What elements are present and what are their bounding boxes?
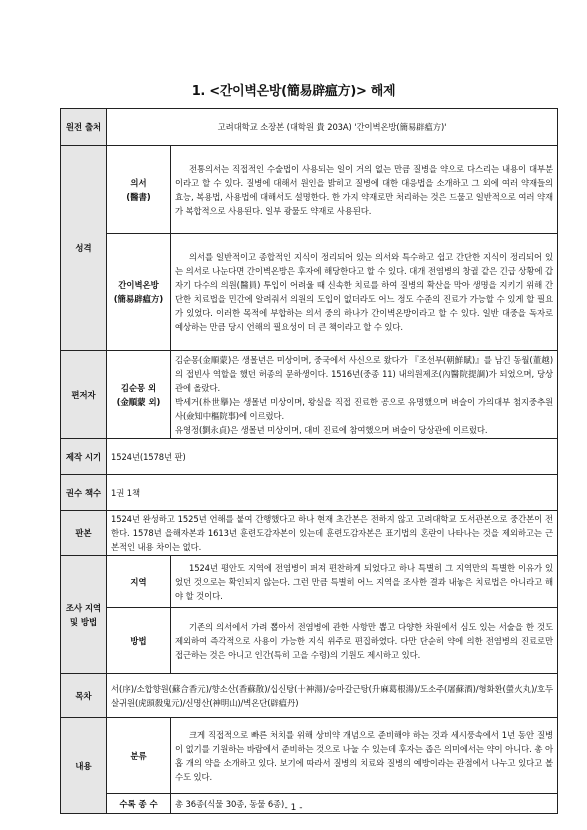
classification-paragraph: 크게 직접적으로 빠른 처치를 위해 상비약 개념으로 준비해야 하는 것과 세시풍속에서 1년 동안 질병이 없기를 기원하는 바람에서 준비하는 것으로 나눌 수 있는데 후자는 좁은 의미에서는 약이 아니다. 총 아홉 개의 약을 소개하고 있다. 보기에 따라서 질병의 치료와 질병의 예방이라는 관점에서 나누고 있다고 볼 수도 있다. (175, 729, 553, 782)
edition-label: 판본 (61, 511, 107, 556)
region-text (171, 556, 558, 608)
region-paragraph: 1524년 평안도 지역에 전염병이 퍼져 편찬하게 되었다고 하나 특별히 그 지역만의 특별한 이유가 있었던 것으로는 확인되지 않는다. 그런 만큼 특별히 어느 지역을 조사한 결과 내놓은 치료법은 아니라고 해야 할 것이다. (175, 562, 553, 601)
method-text (171, 608, 558, 674)
author-yu-yeongjeong: 유영정(劉永貞)은 생몰년 미상이며, 대비 진료에 참여했으며 벼슬이 당상관에 이르렀다. (175, 424, 488, 435)
volumes-label: 권수 책수 (61, 475, 107, 511)
count-value: 총 36종(식물 30종, 동물 6종) (171, 794, 558, 814)
row-character-book (61, 234, 558, 351)
origin-label: 원전 출처 (61, 109, 107, 146)
summary-table (60, 108, 558, 814)
classification-text (171, 718, 558, 794)
authors-name-hanja: (金順蒙 외) (116, 396, 161, 407)
authors-text (171, 351, 558, 439)
row-origin (61, 109, 558, 146)
toc-label: 목차 (61, 674, 107, 718)
row-contents-classification (61, 718, 558, 794)
origin-value: 고려대학교 소장본 (대학원 貴 203A) '간이벽온방(簡易辟瘟方)' (107, 109, 558, 146)
count-label: 수록 종 수 (107, 794, 171, 814)
book-label-hanja: (簡易辟瘟方) (113, 294, 164, 304)
authors-name (107, 351, 171, 439)
authors-label: 편저자 (61, 351, 107, 439)
row-authors (61, 351, 558, 439)
book-paragraph: 의서를 일반적이고 종합적인 지식이 정리되어 있는 의서와 특수하고 쉽고 간단한 지식이 정리되어 있는 의서로 나눈다면 간이벽온방은 후자에 해당한다고 할 수 있다. 대개 전염병의 창궐 같은 긴급 상황에 갑자기 다수의 의원(醫員) 투입이 어려울 때 신속한 치료를 하여 질병의 확산을 막아 생명을 지키기 위해 간단한 치료법을 민간에 알려줘서 의원의 도입이 없더라도 어느 정도 수준의 진료가 가능할 수 있게 할 필요가 있었다. 이러한 목적에 부합하는 의서 중의 하나가 간이벽온방이라고 할 수 있다. 일반 대중을 독자로 예상하는 만큼 당시 언해의 필요성이 더 큰 책이라고 할 수 있다. (175, 252, 553, 332)
character-label: 성격 (61, 146, 107, 351)
contents-label: 내용 (61, 718, 107, 814)
book-text (171, 234, 558, 351)
book-label-ko: 간이벽온방 (118, 280, 159, 290)
page-title: 1. <간이벽온방(簡易辟瘟方)> 해제 (191, 84, 396, 99)
page-number: - 1 - (284, 803, 303, 813)
uiseo-paragraph: 전통의서는 직접적인 수술법이 사용되는 일이 거의 없는 만큼 질병을 약으로 다스리는 내용이 대부분이라고 할 수 있다. 질병에 대해서 원인을 밝히고 질병에 대한 대응법을 소개하고 그 외에 여러 약재들의 효능, 복용법, 사용법에 대해서도 설명한다. 한 가지 약재로만 처리하는 것은 드물고 일반적으로 여러 약재가 복합적으로 사용된다. 일부 광물도 약재로 사용된다. (175, 163, 553, 216)
authors-name-ko: 김순몽 외 (120, 382, 157, 393)
production-value: 1524년(1578년 판) (107, 439, 558, 475)
classification-label: 분류 (107, 718, 171, 794)
uiseo-label (107, 146, 171, 234)
row-production (61, 439, 558, 475)
book-label (107, 234, 171, 351)
volumes-value: 1권 1책 (107, 475, 558, 511)
toc-value: 서(序)/소합향원(蘇合香元)/향소산(香蘇散)/십신탕(十神湯)/승마갈근탕(升麻葛根湯)/도소주(屠蘇酒)/형화환(螢火丸)/호두살귀원(虎頭殺鬼元)/신명산(神明山)/벽온단(辟瘟丹) (107, 674, 558, 718)
region-label: 지역 (107, 556, 171, 608)
method-label: 방법 (107, 608, 171, 674)
row-volumes (61, 475, 558, 511)
row-edition (61, 511, 558, 556)
row-toc (61, 674, 558, 718)
row-survey-region (61, 556, 558, 608)
method-paragraph: 기존의 의서에서 가려 뽑아서 전염병에 관한 사항만 뽑고 다양한 차원에서 심도 있는 서술을 한 것도 제외하여 즉각적으로 사용이 가능한 지식 위주로 편집하였다. 다만 단순히 약에 의한 전염병의 진료로만 접근하는 것은 아니고 인간(특히 고을 수령)의 기원도 제시하고 있다. (175, 621, 553, 660)
uiseo-text (171, 146, 558, 234)
survey-label: 조사 지역 및 방법 (61, 556, 107, 674)
production-label: 제작 시기 (61, 439, 107, 475)
author-park-segeo: 박세거(朴世擧)는 생몰년 미상이며, 왕실을 직접 진료한 공으로 유명했으며 벼슬이 가의대부 첨지중추원사(僉知中樞院事)에 이르렀다. (175, 396, 553, 421)
uiseo-label-ko: 의서 (130, 177, 147, 188)
row-character-uiseo (61, 146, 558, 234)
uiseo-label-hanja: (醫書) (126, 191, 151, 202)
author-kim-soonmong: 김순몽(金順蒙)은 생몰년은 미상이며, 중국에서 사신으로 왔다가 『조선부(朝鮮賦)』를 남긴 동월(董越)의 접빈사 역할을 했던 허종의 문하생이다. 1516년(중종 11) 내의원제조(內醫院提調)가 되었으며, 당상관에 올랐다. (175, 354, 553, 393)
edition-value: 1524년 완성하고 1525년 언해를 붙여 간행했다고 하나 현재 초간본은 전하지 않고 고려대학교 도서관본으로 중간본이 전한다. 1578년 을해자본과 1613년 훈련도감자본이 있는데 훈련도감자본은 표기법의 혼란이 나타나는 것을 제외하고는 근본적인 내용 차이는 없다. (107, 511, 558, 556)
row-survey-method (61, 608, 558, 674)
